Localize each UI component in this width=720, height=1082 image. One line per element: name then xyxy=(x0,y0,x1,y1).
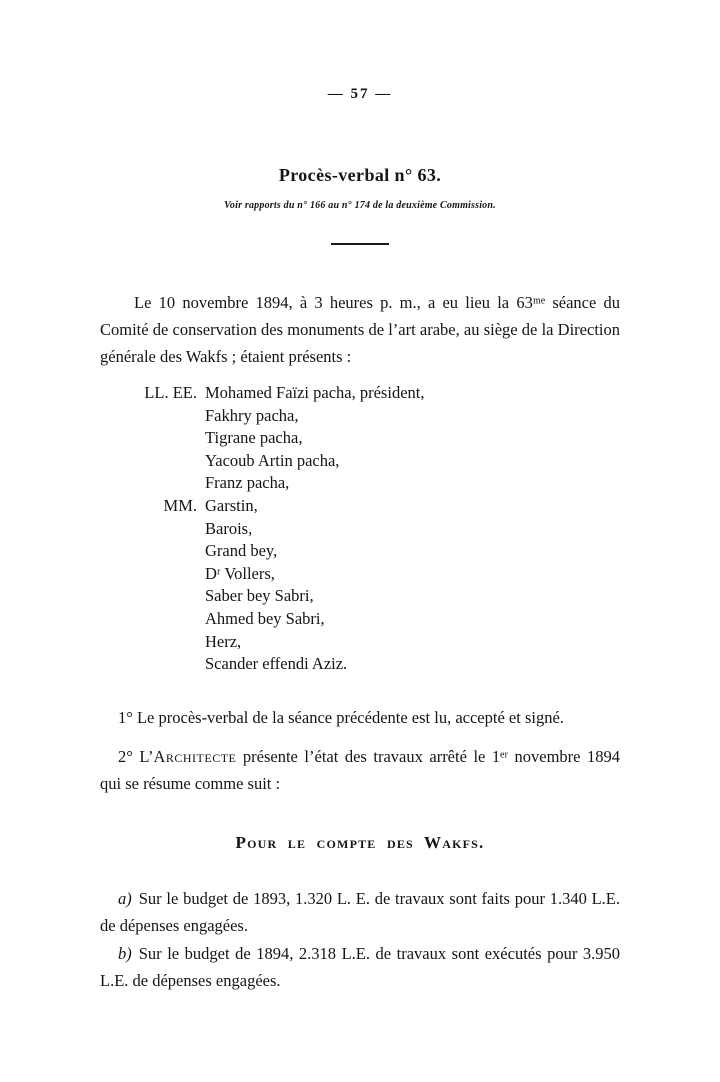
budget-item-a-marker: a) xyxy=(118,888,132,908)
attendee-name: Ahmed bey Sabri, xyxy=(205,608,325,628)
attendee-prefix xyxy=(133,631,197,654)
divider-rule xyxy=(331,243,389,245)
attendee-prefix xyxy=(133,540,197,563)
document-title: Procès-verbal n° 63. xyxy=(278,165,442,185)
attendee-name: Scander effendi Aziz. xyxy=(205,654,348,674)
budget-item-b-marker: b) xyxy=(118,943,132,963)
attendee-row xyxy=(133,540,620,563)
attendee-row xyxy=(133,631,620,654)
attendee-row xyxy=(133,585,620,608)
attendee-name: Yacoub Artin pacha, xyxy=(205,450,340,470)
attendee-prefix xyxy=(133,608,197,631)
attendee-name: Dʳ Vollers, xyxy=(205,563,275,583)
budget-item-a-text: Sur le budget de 1893, 1.320 L. E. de travaux sont faits pour 1.340 L.E. de dépenses engagées. xyxy=(100,888,620,935)
paragraph-2 xyxy=(100,743,620,797)
attendee-name: Saber bey Sabri, xyxy=(205,586,314,606)
attendee-row xyxy=(133,382,620,405)
attendee-name: Franz pacha, xyxy=(205,473,290,493)
attendee-row xyxy=(133,405,620,428)
attendee-prefix: LL. EE. xyxy=(144,383,197,402)
budget-item-b xyxy=(100,940,620,994)
page-number: — 57 — xyxy=(327,86,393,102)
budget-item-a xyxy=(100,885,620,939)
attendee-prefix xyxy=(133,450,197,473)
attendee-name: Herz, xyxy=(205,631,242,651)
attendee-row xyxy=(133,563,620,586)
budget-item-b-text: Sur le budget de 1894, 2.318 L.E. de travaux sont exécutés pour 3.950 L.E. de dépenses engagées. xyxy=(100,943,620,990)
attendee-row xyxy=(133,495,620,518)
paragraph-2-rest: présente l’état des travaux arrêté le 1ᵉʳ novembre 1894 qui se résume comme suit : xyxy=(100,746,620,793)
paragraph-2-lead: 2° L’ xyxy=(118,746,154,766)
attendee-prefix: MM. xyxy=(163,495,197,515)
attendee-prefix xyxy=(133,563,197,586)
attendee-name: Tigrane pacha, xyxy=(205,428,303,448)
attendee-prefix xyxy=(133,653,197,676)
attendee-row xyxy=(133,427,620,450)
paragraph-2-smallcaps: Architecte xyxy=(153,746,237,766)
attendee-list xyxy=(133,382,620,676)
attendee-row xyxy=(133,450,620,473)
attendee-name: Grand bey, xyxy=(205,541,278,561)
attendee-name: Barois, xyxy=(205,518,253,538)
attendee-prefix xyxy=(133,472,197,495)
attendee-row xyxy=(133,518,620,541)
attendee-prefix xyxy=(133,585,197,608)
document-subtitle: Voir rapports du n° 166 au n° 174 de la deuxième Commission. xyxy=(224,200,496,211)
attendee-row xyxy=(133,653,620,676)
attendee-prefix xyxy=(133,427,197,450)
attendee-name: Fakhry pacha, xyxy=(205,405,299,425)
attendee-row xyxy=(133,472,620,495)
intro-paragraph: Le 10 novembre 1894, à 3 heures p. m., a eu lieu la 63ᵐᵉ séance du Comité de conservation des monuments de l’art arabe, au siège de la Direction générale des Wakfs ; étaient présents : xyxy=(100,293,620,366)
attendee-name: Garstin, xyxy=(205,495,258,515)
attendee-prefix xyxy=(133,405,197,428)
attendee-prefix xyxy=(133,518,197,541)
paragraph-1: 1° Le procès-verbal de la séance précédente est lu, accepté et signé. xyxy=(118,707,564,727)
attendee-name: Mohamed Faïzi pacha, président, xyxy=(205,383,425,402)
attendee-row xyxy=(133,608,620,631)
section-heading: Pour le compte des Wakfs. xyxy=(235,832,485,852)
